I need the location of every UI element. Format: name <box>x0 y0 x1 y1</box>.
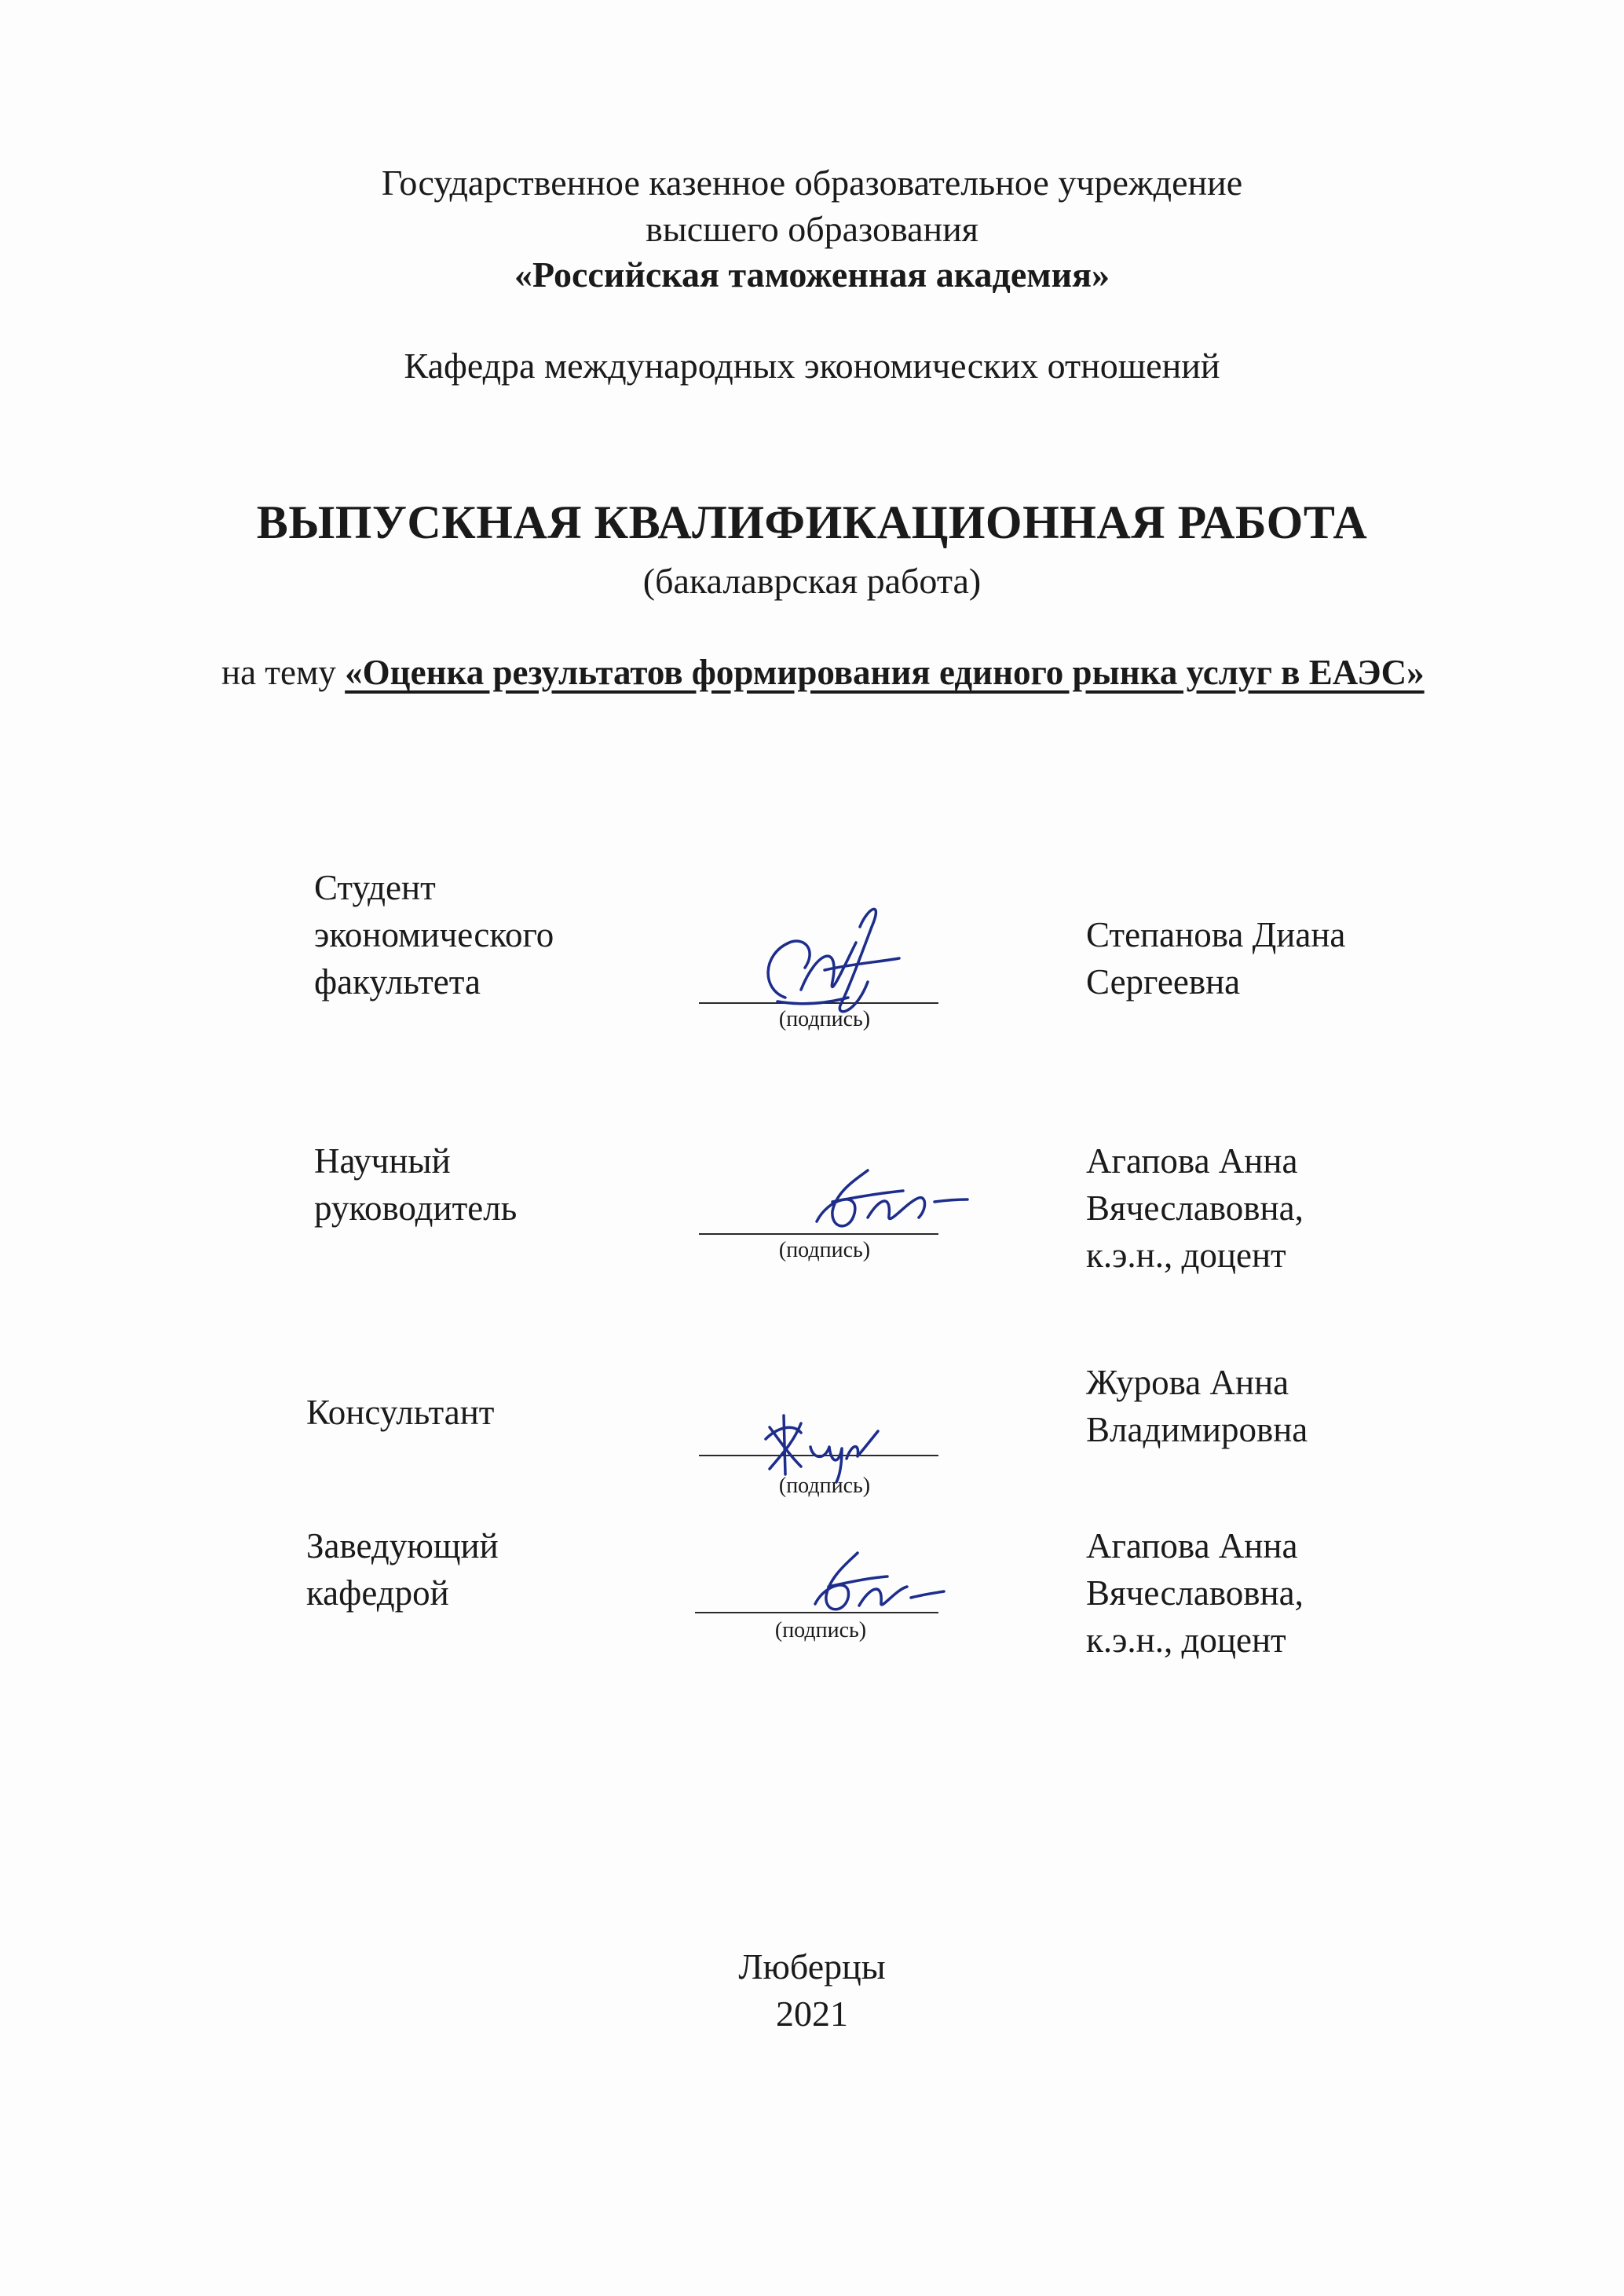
institution-level: высшего образования <box>646 209 978 249</box>
head-signature-caption: (подпись) <box>774 1618 867 1642</box>
head-signature <box>793 1541 950 1620</box>
work-subtitle: (бакалаврская работа) <box>642 561 982 601</box>
supervisor-name: Агапова Анна Вячеславовна, к.э.н., доцент <box>1086 1141 1304 1275</box>
work-title: ВЫПУСКНАЯ КВАЛИФИКАЦИОННАЯ РАБОТА <box>256 496 1368 548</box>
topic-prefix: на тему <box>221 653 336 692</box>
institution-name: «Российская таможенная академия» <box>514 255 1110 295</box>
supervisor-signature-caption: (подпись) <box>778 1238 871 1262</box>
consultant-role: Консультант <box>306 1393 495 1432</box>
head-name: Агапова Анна Вячеславовна, к.э.н., доцент <box>1086 1526 1304 1660</box>
supervisor-signature <box>801 1155 974 1241</box>
consultant-name: Журова Анна Владимировна <box>1086 1363 1308 1449</box>
consultant-signature-caption: (подпись) <box>778 1474 871 1498</box>
head-role: Заведующий кафедрой <box>306 1526 499 1613</box>
topic-title: «Оценка результатов формирования единого рынка услуг в ЕАЭС» <box>345 653 1425 692</box>
topic-line <box>221 650 1425 694</box>
student-role: Студент экономического факультета <box>314 868 554 1002</box>
student-signature-caption: (подпись) <box>778 1007 871 1031</box>
supervisor-role: Научный руководитель <box>314 1141 518 1228</box>
year: 2021 <box>776 1994 848 2034</box>
city: Люберцы <box>738 1946 886 1987</box>
student-name: Степанова Диана Сергеевна <box>1086 915 1346 1002</box>
department-name: Кафедра международных экономических отношений <box>404 346 1220 386</box>
institution-type: Государственное казенное образовательное учреждение <box>381 163 1243 203</box>
